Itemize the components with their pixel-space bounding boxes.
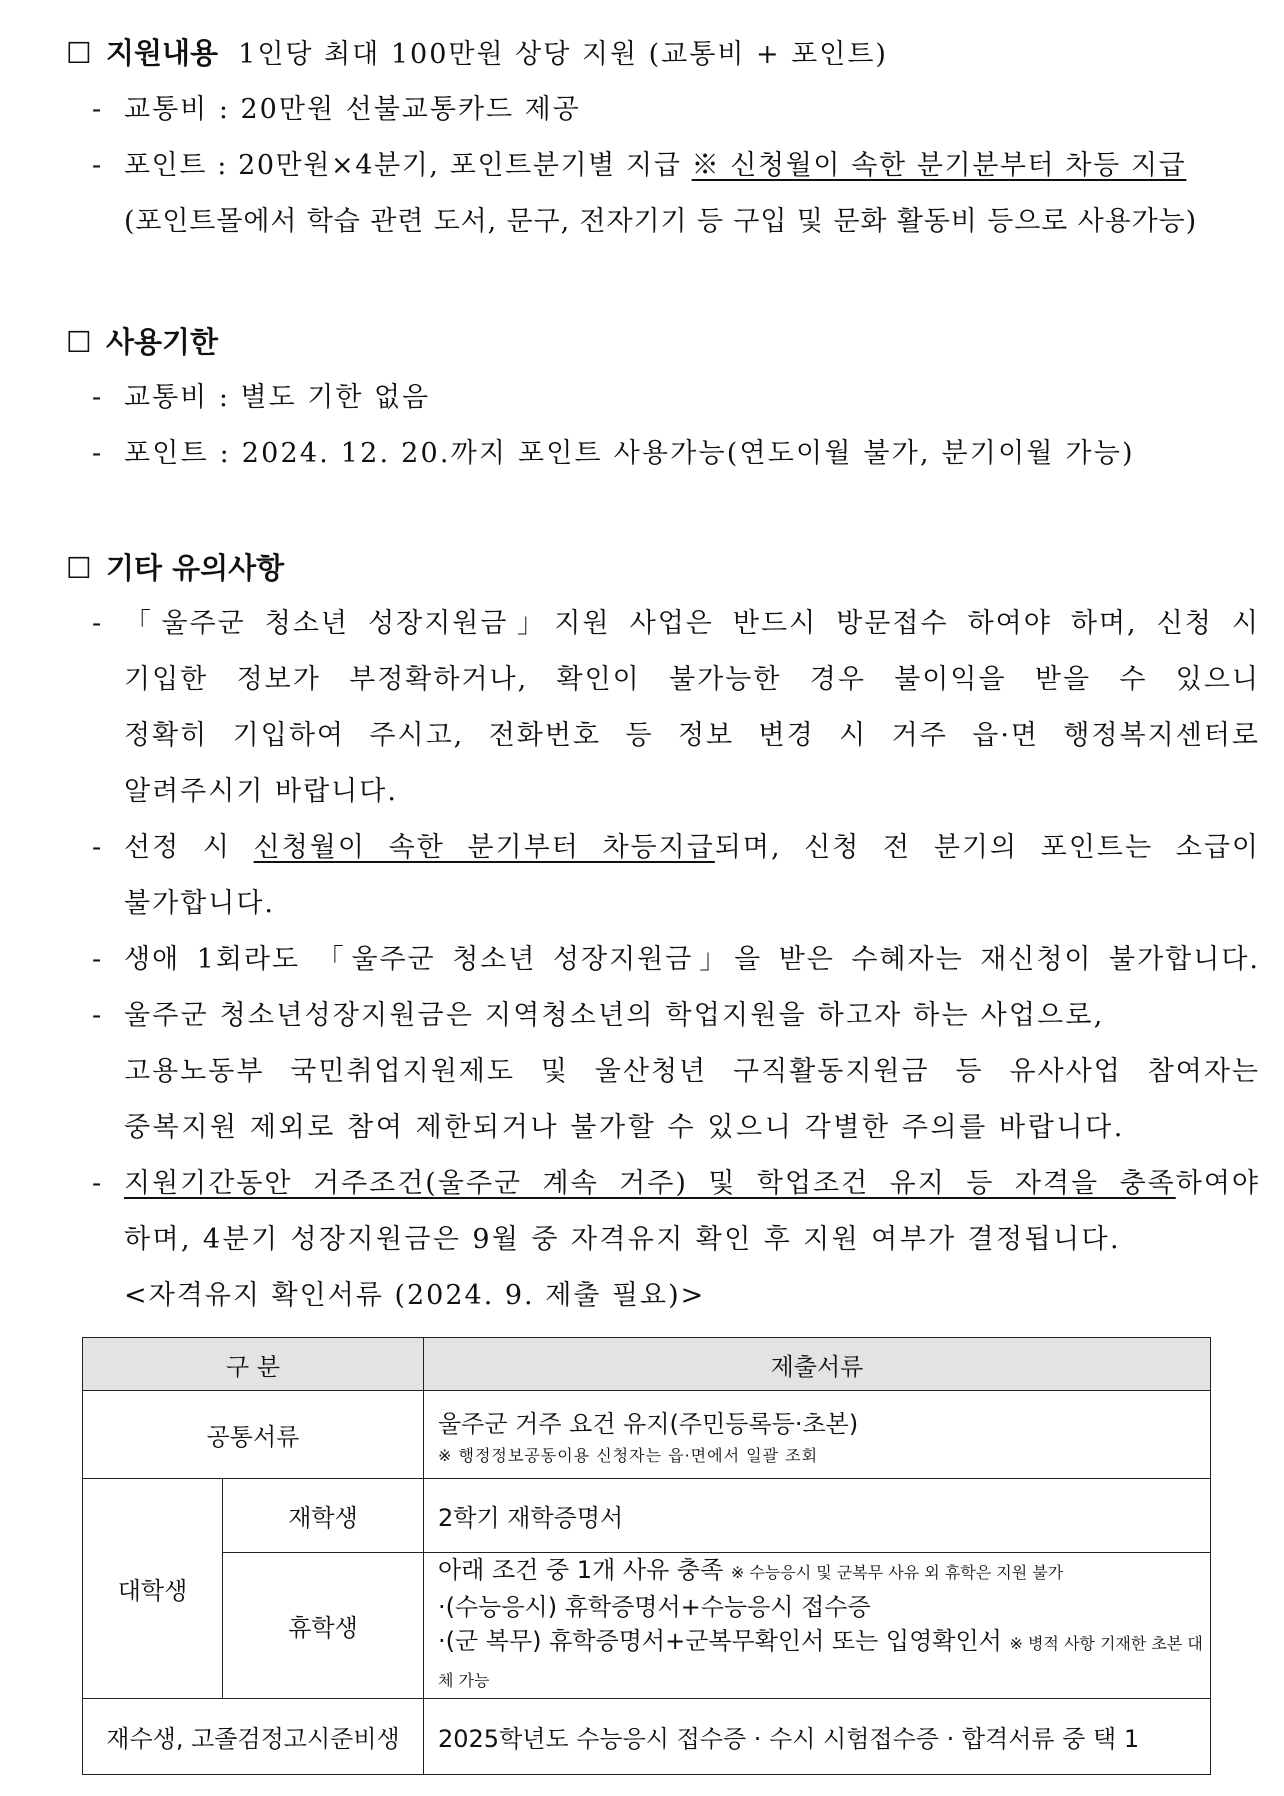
note4-line3: 중복지원 제외로 참여 제한되거나 불가할 수 있으니 각별한 주의를 바랍니다. xyxy=(124,1112,1125,1143)
leave-docs-cell xyxy=(424,1553,1211,1699)
dash-bullet: - xyxy=(92,1168,102,1199)
transport-period: 교통비 : 별도 기한 없음 xyxy=(124,382,431,413)
common-docs-text: 울주군 거주 요건 유지(주민등록등·초본) xyxy=(438,1409,859,1438)
point-period: 포인트 : 2024. 12. 20.까지 포인트 사용가능(연도이월 불가, 분기이월 가능) xyxy=(124,438,1135,469)
dash-bullet: - xyxy=(92,832,102,863)
note1-line1: 「울주군 청소년 성장지원금」지원 사업은 반드시 방문접수 하여야 하며, 신청 시 xyxy=(124,608,1260,639)
note2-text: 선정 시 xyxy=(124,832,254,863)
leave-docs-note: ※ 수능응시 및 군복무 사유 외 휴학은 지원 불가 xyxy=(730,1563,1064,1582)
note5-line2: 하며, 4분기 성장지원금은 9월 중 자격유지 확인 후 지원 여부가 결정됩니다. xyxy=(124,1224,1121,1255)
table-row xyxy=(83,1479,1211,1553)
common-docs-label: 공통서류 xyxy=(83,1391,424,1479)
dash-bullet: - xyxy=(92,438,102,469)
section-notes-heading xyxy=(66,548,284,588)
dash-bullet: - xyxy=(92,608,102,639)
leave-label: 휴학생 xyxy=(223,1553,424,1699)
note3-line: 생애 1회라도 「울주군 청소년 성장지원금」을 받은 수혜자는 재신청이 불가합니다. xyxy=(124,944,1260,975)
enrolled-docs: 2학기 재학증명서 xyxy=(424,1479,1211,1553)
transport-item: 교통비 : 20만원 선불교통카드 제공 xyxy=(124,94,581,125)
table-row xyxy=(83,1391,1211,1479)
dash-bullet: - xyxy=(92,150,102,181)
point-item-note: ※ 신청월이 속한 분기분부터 차등 지급 xyxy=(691,150,1187,181)
leave-docs-main: 아래 조건 중 1개 사유 충족 xyxy=(438,1556,724,1584)
note2-underlined: 신청월이 속한 분기부터 차등지급 xyxy=(253,832,715,863)
dash-bullet: - xyxy=(92,1000,102,1031)
leave-docs-line1 xyxy=(438,1553,1210,1590)
section-support-heading xyxy=(66,33,888,75)
repeat-students-label: 재수생, 고졸검정고시준비생 xyxy=(83,1699,424,1775)
leave-docs-military-note: ※ 병적 사항 기재한 초본 대체 가능 xyxy=(438,1634,1203,1690)
note1-line4: 알려주시기 바랍니다. xyxy=(124,776,398,807)
section-title-detail: 1인당 최대 100만원 상당 지원 (교통비 + 포인트) xyxy=(238,39,888,70)
note1-line2: 기입한 정보가 부정확하거나, 확인이 불가능한 경우 불이익을 받을 수 있으니 xyxy=(124,664,1260,695)
leave-docs-line3 xyxy=(438,1624,1210,1698)
university-label: 대학생 xyxy=(83,1479,223,1699)
header-documents: 제출서류 xyxy=(424,1338,1211,1391)
documents-caption: <자격유지 확인서류 (2024. 9. 제출 필요)> xyxy=(124,1280,706,1311)
note5-text: 하여야 xyxy=(1175,1168,1260,1199)
dash-bullet: - xyxy=(92,94,102,125)
section-title: 사용기한 xyxy=(106,325,219,359)
section-usage-period-heading xyxy=(66,322,218,362)
point-usage-note: (포인트몰에서 학습 관련 도서, 문구, 전자기기 등 구입 및 문화 활동비 등으로 사용가능) xyxy=(124,206,1198,237)
note4-line2: 고용노동부 국민취업지원제도 및 울산청년 구직활동지원금 등 유사사업 참여자는 xyxy=(124,1056,1260,1087)
point-item-text: 포인트 : 20만원×4분기, 포인트분기별 지급 xyxy=(124,150,692,181)
note1-line3: 정확히 기입하여 주시고, 전화번호 등 정보 변경 시 거주 읍·면 행정복지센터로 xyxy=(124,720,1260,751)
leave-docs-military: ·(군 복무) 휴학증명서+군복무확인서 또는 입영확인서 xyxy=(438,1627,1002,1655)
repeat-students-docs: 2025학년도 수능응시 접수증 · 수시 시험접수증 · 합격서류 중 택 1 xyxy=(424,1699,1211,1775)
table-row xyxy=(83,1699,1211,1775)
leave-docs-line2: ·(수능응시) 휴학증명서+수능응시 접수증 xyxy=(438,1593,871,1621)
table-header-row xyxy=(83,1338,1211,1391)
note5-line1 xyxy=(124,1164,1260,1204)
point-item xyxy=(124,146,1186,186)
required-documents-table xyxy=(82,1337,1211,1775)
checkbox-square-icon: ☐ xyxy=(66,325,92,359)
note4-line1: 울주군 청소년성장지원금은 지역청소년의 학업지원을 하고자 하는 사업으로, xyxy=(124,1000,1105,1031)
checkbox-square-icon: ☐ xyxy=(66,551,92,585)
note2-text-rest: 되며, 신청 전 분기의 포인트는 소급이 xyxy=(714,832,1260,863)
checkbox-square-icon: ☐ xyxy=(66,36,92,70)
section-title: 기타 유의사항 xyxy=(106,551,285,585)
enrolled-label: 재학생 xyxy=(223,1479,424,1553)
table-row xyxy=(83,1553,1211,1699)
section-title: 지원내용 xyxy=(106,36,219,70)
common-docs-note: ※ 행정정보공동이용 신청자는 읍·면에서 일괄 조회 xyxy=(438,1445,819,1465)
note5-underlined: 지원기간동안 거주조건(울주군 계속 거주) 및 학업조건 유지 등 자격을 충족 xyxy=(124,1168,1176,1199)
note2-line1 xyxy=(124,828,1260,868)
header-category: 구 분 xyxy=(83,1338,424,1391)
note2-line2: 불가합니다. xyxy=(124,888,275,919)
dash-bullet: - xyxy=(92,944,102,975)
common-docs-cell xyxy=(424,1391,1211,1479)
dash-bullet: - xyxy=(92,382,102,413)
